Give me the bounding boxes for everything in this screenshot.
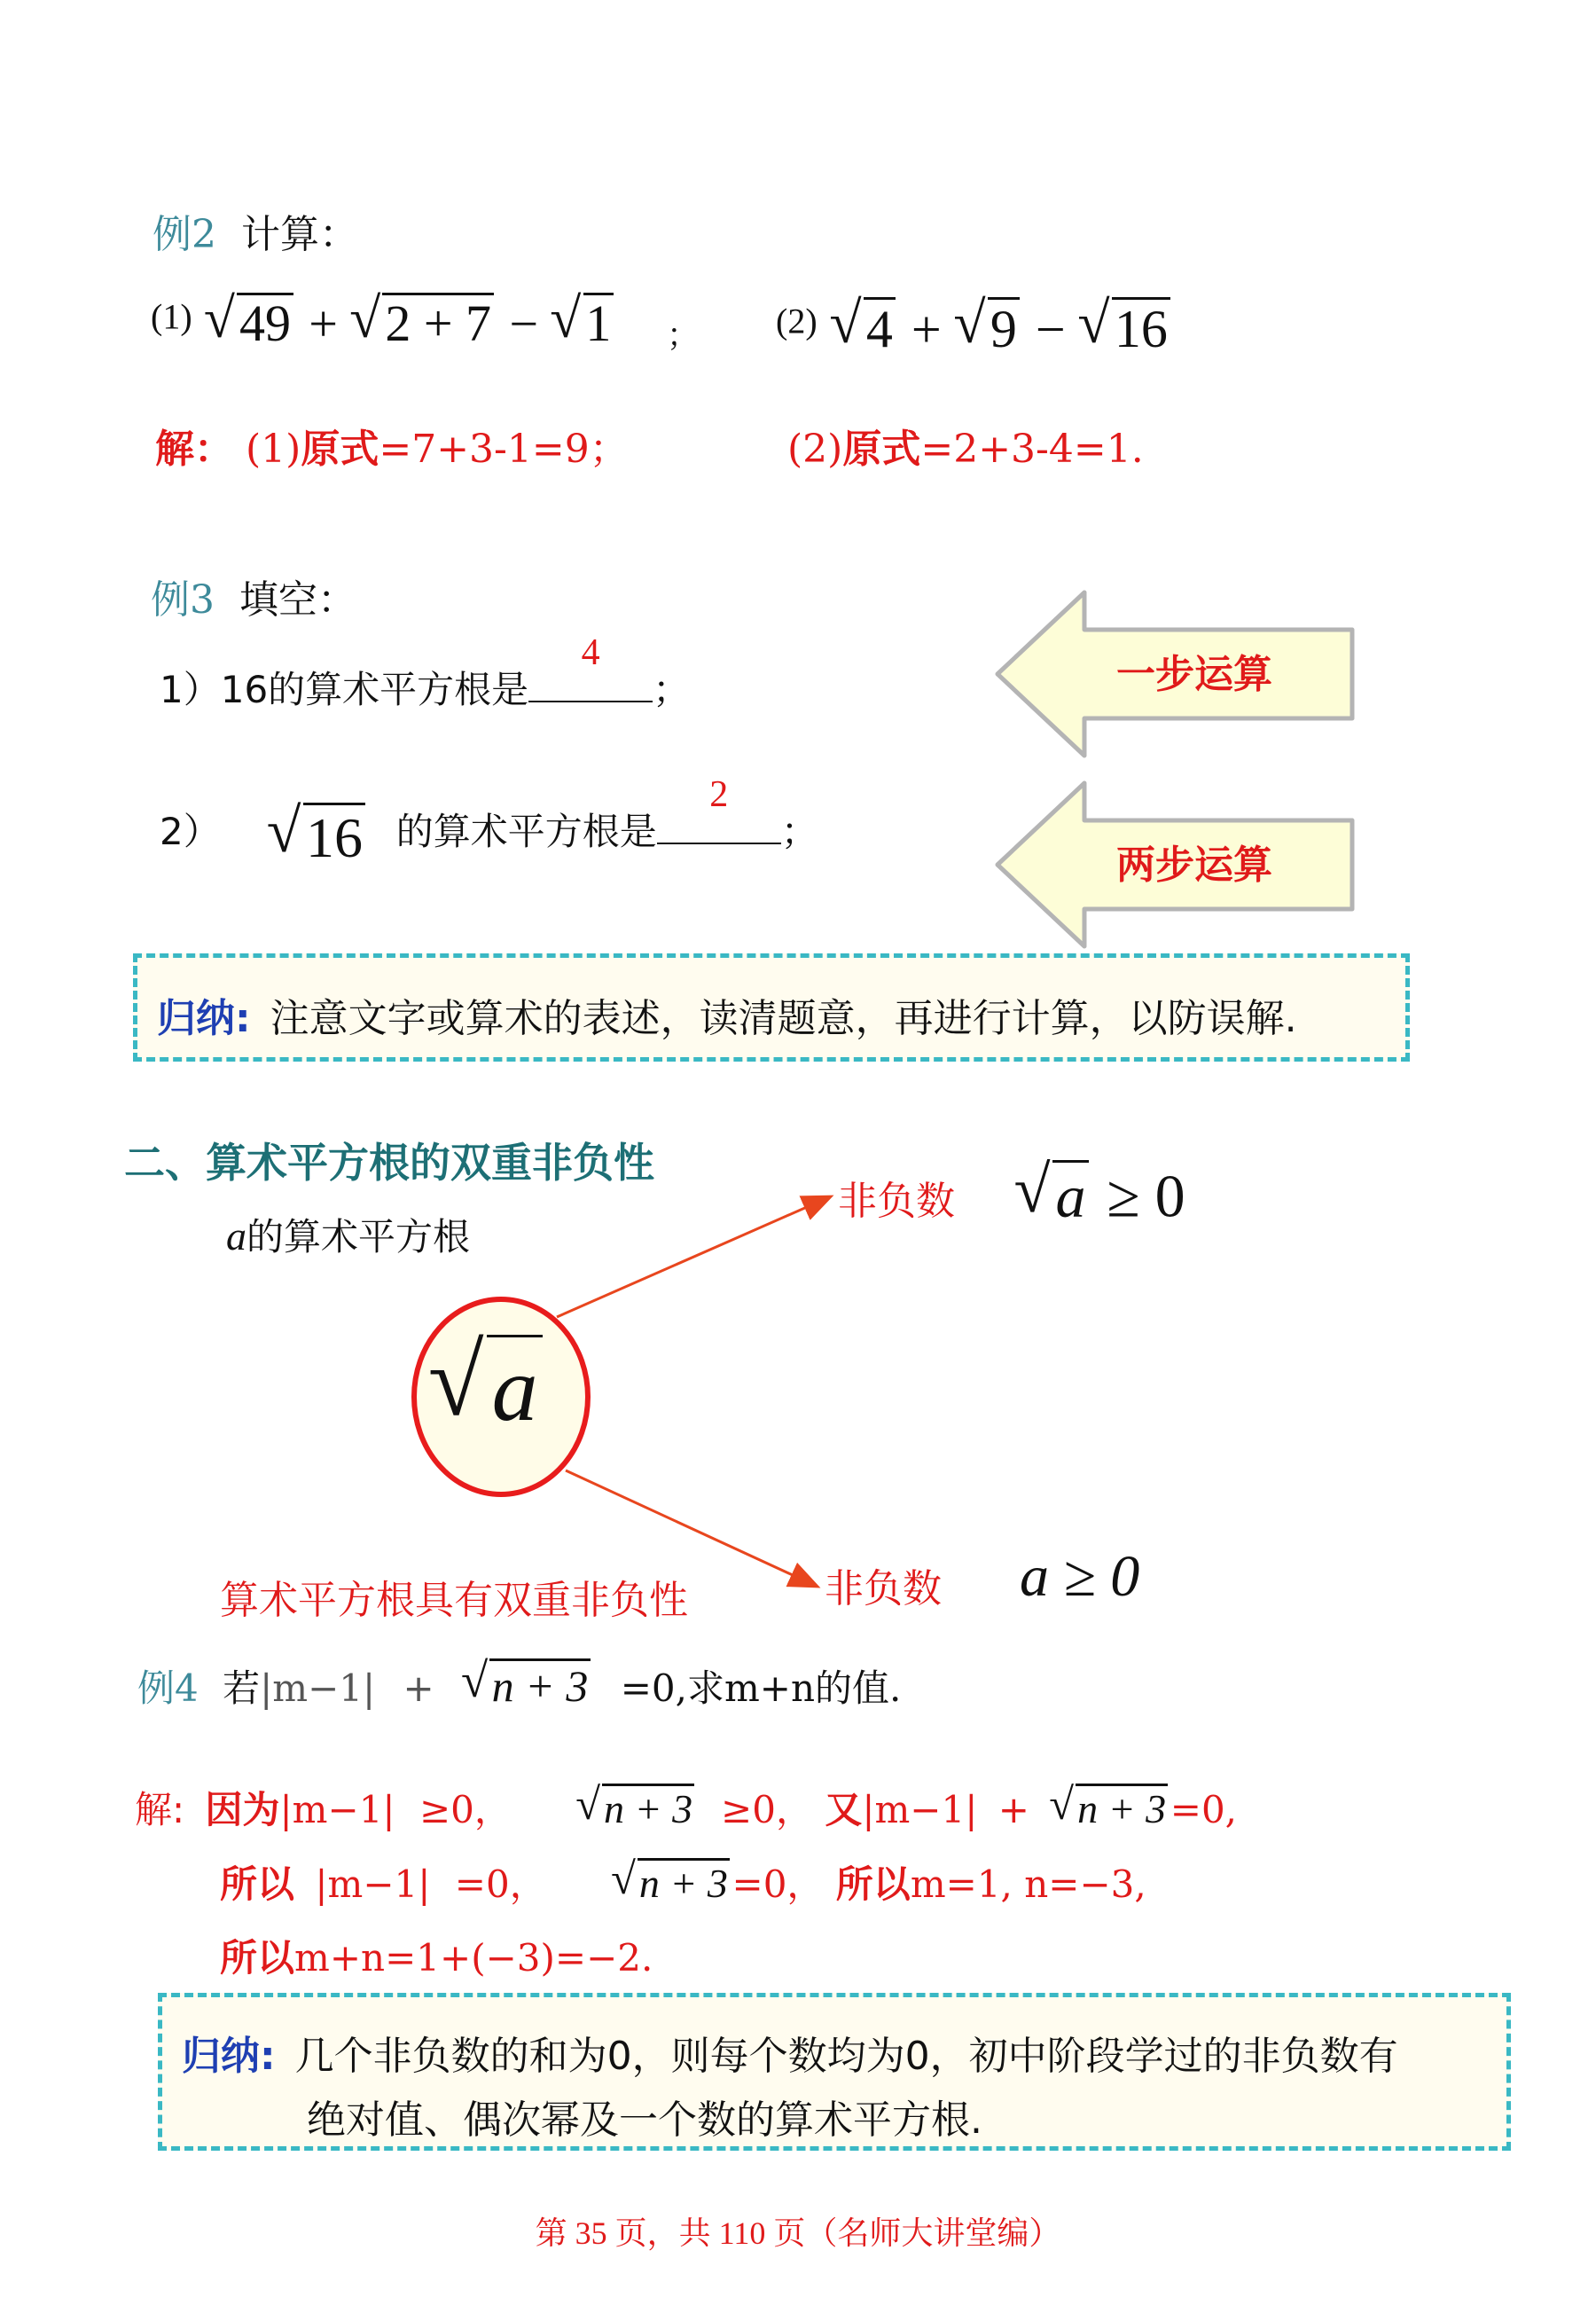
sqrt-49 (205, 293, 293, 353)
therefore-word: 所以 (220, 1862, 295, 1906)
circle-sqrt-a (430, 1335, 547, 1442)
arrow-to-top-nonneg (557, 1197, 829, 1317)
solution-prefix: 解: (135, 1788, 185, 1831)
sqrt-16 (1079, 297, 1170, 360)
example2-title: 计算： (241, 212, 358, 257)
answer-blank-2 (657, 774, 781, 844)
example4-solution-line3 (220, 1929, 653, 1982)
ge-zero: ≥0， (419, 1788, 512, 1831)
answer-1: 4 (581, 632, 600, 674)
nonneg-label-top: 非负数 (838, 1179, 955, 1224)
example2-problem1 (151, 293, 616, 353)
sqrt-16-question (268, 803, 365, 871)
solution2-text: 原式 (842, 427, 921, 472)
minus-sign: − (1035, 300, 1066, 359)
solution2-expr: =2+3-4=1. (920, 427, 1144, 472)
sqrt-n-plus-3 (576, 1784, 694, 1832)
summary-1-content (157, 986, 1297, 1043)
question2-end: ； (780, 810, 818, 853)
sqrt-4 (831, 297, 896, 360)
solution1-number: (1) (246, 427, 301, 472)
plus-sign: + (403, 1666, 434, 1710)
arrow-label: 一步运算 (1116, 652, 1272, 697)
answer-blank-1 (528, 632, 653, 702)
therefore-word: 所以 (835, 1862, 911, 1906)
sqrt-9 (955, 297, 1020, 360)
minus-sign: − (509, 294, 539, 353)
summary-text: 注意文字或算术的表述，读清题意，再进行计算，以防误解. (270, 996, 1297, 1041)
abs-m-minus-1: |m−1| (260, 1666, 376, 1710)
abs-m-minus-1: |m−1| (315, 1862, 431, 1906)
radicand: 9 (988, 297, 1020, 357)
example3-title: 填空： (239, 577, 356, 623)
sqrt-n-plus-3 (462, 1658, 591, 1712)
radicand: n + 3 (638, 1858, 731, 1905)
radicand: a (1052, 1160, 1089, 1228)
question1-text: 1）16的算术平方根是 (160, 668, 529, 711)
sqrt-n-plus-3 (612, 1858, 730, 1907)
equals-zero: =0， (732, 1862, 825, 1906)
radicand: n + 3 (489, 1658, 591, 1710)
problem1-number: (1) (151, 296, 192, 337)
summary-2-line2 (307, 2088, 982, 2144)
example4-solution-line1 (135, 1781, 1237, 1834)
because-word: 因为 (205, 1788, 280, 1831)
abs-m-minus-1: |m−1| (279, 1788, 395, 1831)
summary-text-line1: 几个非负数的和为0，则每个数均为0，初中阶段学过的非负数有 (294, 2034, 1398, 2079)
radicand: 4 (864, 297, 896, 357)
radicand: 16 (303, 803, 365, 867)
example4-text1: 若 (223, 1666, 261, 1710)
radicand: 49 (237, 293, 293, 351)
example2-problem2 (776, 297, 1173, 360)
radicand: n + 3 (602, 1784, 695, 1831)
example2-solution1 (155, 417, 629, 474)
solution1-text: 原式 (301, 427, 379, 472)
sqrt-a-formula (1015, 1160, 1089, 1232)
example3-question2 (160, 774, 818, 871)
solution1-expr: =7+3-1=9； (379, 427, 629, 472)
example2-header (153, 202, 358, 259)
example3-label: 例3 (151, 577, 215, 623)
plus-sign: + (309, 294, 338, 353)
abs-m-minus-1: |m−1| (862, 1788, 978, 1831)
example4-text2: =0,求m+n的值. (620, 1666, 902, 1710)
plus-sign: + (911, 300, 942, 359)
radicand: 1 (583, 293, 614, 351)
example4-label: 例4 (137, 1666, 199, 1710)
problem2-number: (2) (776, 301, 818, 341)
equals-zero: =0, (1170, 1788, 1238, 1831)
arrow-callout-two-step (989, 776, 1361, 953)
question2-text: 的算术平方根是 (395, 810, 657, 853)
radicand: a (487, 1335, 542, 1438)
arrow-label: 两步运算 (1116, 843, 1272, 888)
formula-a-ge-0: a ≥ 0 (1020, 1544, 1140, 1609)
summary-box-2 (158, 1993, 1511, 2151)
sqrt-n-plus-3 (1050, 1784, 1168, 1832)
question2-prefix: 2） (160, 810, 221, 853)
answer-2: 2 (709, 774, 729, 816)
section-heading: 二、算术平方根的双重非负性 (124, 1139, 654, 1187)
example2-solution2 (787, 417, 1144, 474)
example4-question (137, 1658, 901, 1713)
summary-text-line2: 绝对值、偶次幂及一个数的算术平方根. (307, 2097, 982, 2143)
summary-box-1 (133, 953, 1410, 1062)
plus-sign: + (998, 1788, 1029, 1831)
example3-header (151, 568, 356, 624)
question1-end: ； (653, 668, 691, 711)
radicand: 2 + 7 (382, 293, 494, 351)
summary-label: 归纳: (182, 2034, 276, 2079)
solution-prefix: 解： (155, 427, 233, 472)
nonneg-label-bottom: 非负数 (825, 1566, 942, 1611)
summary-label: 归纳: (157, 996, 251, 1041)
problem-separator: ； (667, 318, 700, 354)
radicand: 16 (1112, 297, 1170, 357)
sqrt-a (430, 1335, 543, 1442)
formula-rest: ≥ 0 (1107, 1162, 1185, 1230)
radicand: n + 3 (1076, 1784, 1169, 1831)
summary-2-line1 (182, 2024, 1398, 2081)
page-footer: 第 35 页，共 110 页（名师大讲堂编） (535, 2215, 1061, 2251)
therefore-word: 所以 (220, 1936, 295, 1980)
sqrt-2-plus-7 (350, 293, 493, 353)
also-word: 又 (825, 1788, 863, 1831)
m-n-values: m=1, n=−3, (910, 1862, 1146, 1906)
arrow-callout-one-step (989, 585, 1361, 763)
m-plus-n-result: m+n=1+(−3)=−2. (294, 1936, 653, 1980)
formula-sqrt-a-ge-0 (1015, 1160, 1185, 1232)
ge-zero: ≥0， (721, 1788, 813, 1831)
double-nonneg-property: 算术平方根具有双重非负性 (220, 1578, 688, 1623)
solution2-number: (2) (787, 427, 843, 472)
example4-solution-line2 (220, 1855, 1146, 1909)
sqrt-1 (552, 293, 614, 353)
variable-a: a (226, 1213, 246, 1258)
example2-label: 例2 (153, 212, 216, 257)
subtitle-text: 的算术平方根 (246, 1215, 471, 1258)
example3-question1 (160, 632, 691, 714)
equals-zero: =0， (454, 1862, 547, 1906)
